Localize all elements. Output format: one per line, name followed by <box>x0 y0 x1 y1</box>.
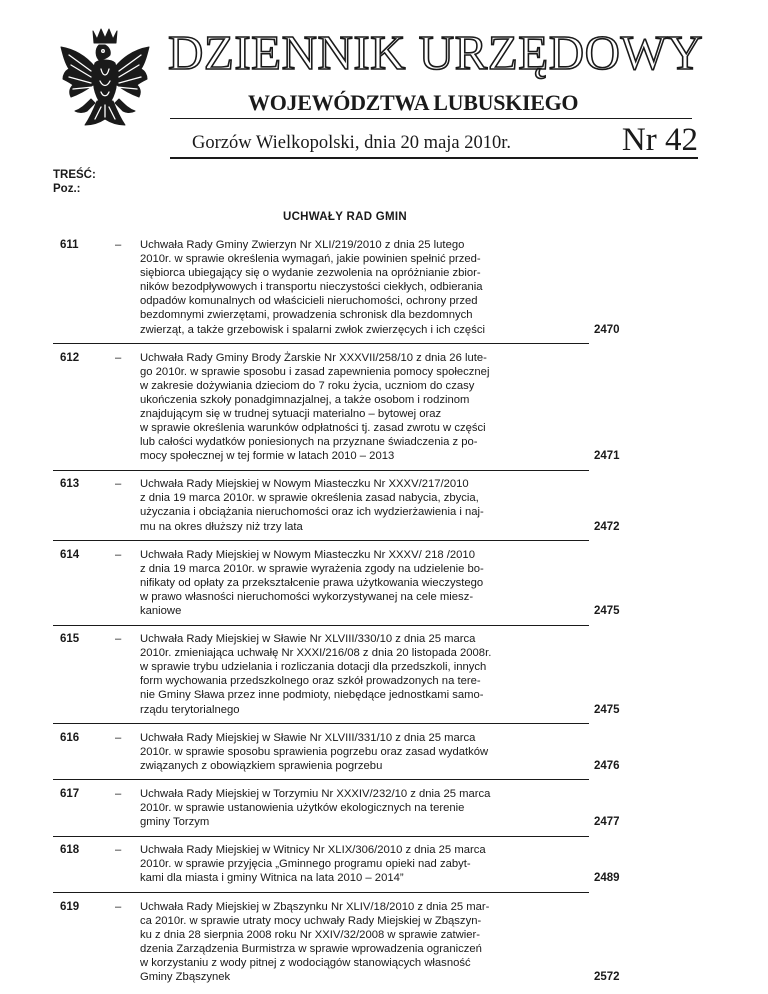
entry-line: w sprawie określenia warunków odpłatności tj. zasad zwrotu w części <box>140 422 486 435</box>
entry-separator <box>53 892 589 893</box>
entry-line: mocy społecznej w tej formie w latach 2010 – 2013 <box>140 450 395 463</box>
eagle-emblem-icon <box>55 25 155 143</box>
entry-line: Uchwała Rady Gminy Brody Żarskie Nr XXXVII/258/10 z dnia 26 lute- <box>140 351 487 364</box>
position-label: Poz.: <box>53 183 81 195</box>
entry-text <box>140 238 584 337</box>
entry-separator <box>53 779 589 780</box>
toc-entry <box>0 843 768 885</box>
entry-line: w prawo własności nieruchomości wykorzystywanej na cele miesz- <box>140 590 474 603</box>
entry-line: w sprawie trybu udzielania i rozliczania dotacji dla przedszkoli, innych <box>140 661 487 674</box>
entry-position: 617 <box>60 787 80 800</box>
entry-line: 2010r. zmieniająca uchwałę Nr XXXI/216/08 z dnia 20 listopada 2008r. <box>140 647 492 660</box>
entry-page-number: 2476 <box>594 759 620 772</box>
entry-line: ników bezodpływowych i transportu nieczystości ciekłych, odbierania <box>140 281 483 294</box>
entry-line: zwierząt, a także grzebowisk i spalarni zwłok zwierzęcych i ich części <box>140 323 485 336</box>
entry-line: lub całości wydatków poniesionych na przyznane świadczenia z po- <box>140 436 478 449</box>
entry-line: Uchwała Rady Miejskiej w Sławie Nr XLVIII/331/10 z dnia 25 marca <box>140 731 476 744</box>
entry-line: mu na okres dłuższy niż trzy lata <box>140 520 303 533</box>
entry-line: Uchwała Rady Miejskiej w Zbąszynku Nr XLIV/18/2010 z dnia 25 mar- <box>140 900 490 913</box>
toc-entry <box>0 548 768 618</box>
entry-text <box>140 900 584 985</box>
entry-text <box>140 351 584 464</box>
toc-entry <box>0 632 768 717</box>
toc-entry <box>0 238 768 337</box>
entry-line: Uchwała Rady Miejskiej w Sławie Nr XLVIII/330/10 z dnia 25 marca <box>140 633 476 646</box>
entry-page-number: 2477 <box>594 816 620 829</box>
entry-line: Uchwała Rady Miejskiej w Witnicy Nr XLIX/306/2010 z dnia 25 marca <box>140 844 486 857</box>
entry-position: 618 <box>60 844 80 857</box>
entry-dash: – <box>115 548 122 561</box>
entry-dash: – <box>115 633 122 646</box>
entry-line: 2010r. w sprawie ustanowienia użytków ekologicznych na terenie <box>140 801 465 814</box>
entry-separator <box>53 343 589 344</box>
entry-page-number: 2470 <box>594 323 620 336</box>
entry-line: związanych z obowiązkiem sprawienia pogrzebu <box>140 759 383 772</box>
section-title: UCHWAŁY RAD GMIN <box>282 211 408 223</box>
entry-separator <box>53 723 589 724</box>
entry-line: 2010r. w sprawie sposobu sprawienia pogrzebu oraz zasad wydatków <box>140 745 489 758</box>
entry-line: ukończenia szkoły ponadgimnazjalnej, a także osobom i rodzinom <box>140 393 470 406</box>
entry-line: ku z dnia 28 sierpnia 2008 roku Nr XXIV/32/2008 w sprawie zatwier- <box>140 928 481 941</box>
entry-separator <box>53 540 589 541</box>
entry-line: go 2010r. w sprawie sposobu i zasad zapewnienia pomocy społecznej <box>140 365 490 378</box>
entry-text <box>140 731 584 773</box>
entry-line: nifikaty od opłaty za przekształcenie prawa użytkowania wieczystego <box>140 576 484 589</box>
entry-line: Gminy Zbąszynek <box>140 970 231 983</box>
entry-position: 615 <box>60 633 80 646</box>
entry-position: 611 <box>60 239 79 251</box>
entry-text <box>140 632 584 717</box>
entry-line: nie Gminy Sława przez inne podmioty, niebędące jednostkami samo- <box>140 689 484 702</box>
entry-line: odpadów komunalnych od właścicieli nieruchomości, ochrony przed <box>140 295 478 308</box>
entry-dash: – <box>115 787 122 800</box>
issue-dateline: Gorzów Wielkopolski, dnia 20 maja 2010r. <box>192 133 512 153</box>
entry-line: bezdomnymi zwierzętami, prowadzenia schronisk dla bezdomnych <box>140 309 473 322</box>
entry-dash: – <box>115 844 122 857</box>
header-rule-bottom <box>170 157 698 159</box>
entry-line: ca 2010r. w sprawie utraty mocy uchwały Rady Miejskiej w Zbąszyn- <box>140 914 482 927</box>
entry-position: 614 <box>60 548 80 561</box>
entry-line: dzenia Zarządzenia Burmistrza w sprawie wprowadzenia ograniczeń <box>140 942 482 955</box>
entry-line: z dnia 19 marca 2010r. w sprawie określenia zasad nabycia, zbycia, <box>140 492 479 505</box>
gazette-title: DZIENNIK URZĘDOWY <box>168 25 704 80</box>
toc-entry <box>0 787 768 829</box>
entry-page-number: 2572 <box>594 970 620 983</box>
entry-page-number: 2475 <box>594 604 620 617</box>
toc-entry <box>0 731 768 773</box>
entry-text <box>140 477 584 533</box>
entry-line: z dnia 19 marca 2010r. w sprawie wyrażenia zgody na udzielenie bo- <box>140 562 484 575</box>
entry-text <box>140 843 584 885</box>
entry-dash: – <box>115 900 122 913</box>
header-rule-top <box>170 118 692 119</box>
toc-entry <box>0 351 768 464</box>
entry-position: 619 <box>60 900 80 913</box>
entry-text <box>140 787 584 829</box>
entry-line: Uchwała Rady Miejskiej w Nowym Miasteczku Nr XXXV/217/2010 <box>140 478 469 491</box>
entry-separator <box>53 836 589 837</box>
entry-separator <box>53 625 589 626</box>
entry-line: 2010r. w sprawie określenia wymagań, jakie powinien spełnić przed- <box>140 253 481 266</box>
entry-text <box>140 548 584 618</box>
entry-page-number: 2472 <box>594 520 620 533</box>
gazette-subtitle: WOJEWÓDZTWA LUBUSKIEGO <box>248 90 579 115</box>
entry-line: Uchwała Rady Miejskiej w Nowym Miasteczku Nr XXXV/ 218 /2010 <box>140 548 475 561</box>
entry-line: kami dla miasta i gminy Witnica na lata 2010 – 2014” <box>140 872 404 885</box>
entry-page-number: 2489 <box>594 872 620 885</box>
entry-line: Uchwała Rady Gminy Zwierzyn Nr XLI/219/2010 z dnia 25 lutego <box>140 239 465 251</box>
entry-position: 616 <box>60 731 80 744</box>
toc-entry <box>0 900 768 985</box>
entry-position: 613 <box>60 478 80 491</box>
entry-line: kaniowe <box>140 605 182 618</box>
entry-line: w korzystaniu z wody pitnej z wodociągów stanowiących własność <box>140 956 471 969</box>
toc-entry <box>0 477 768 533</box>
contents-heading: TREŚĆ: <box>53 169 96 181</box>
entry-line: siębiorca ubiegający się o wydanie zezwolenia na opróżnianie zbior- <box>140 267 481 280</box>
issue-number: Nr 42 <box>621 122 698 158</box>
entry-line: rządu terytorialnego <box>140 703 240 716</box>
entry-dash: – <box>115 731 122 744</box>
entry-page-number: 2471 <box>594 450 620 463</box>
entry-line: w zakresie dożywiania dzieciom do 7 roku życia, uczniom do czasy <box>140 379 475 392</box>
entry-line: znajdującym się w trudnej sytuacji materialno – bytowej oraz <box>140 407 442 420</box>
entry-line: Uchwała Rady Miejskiej w Torzymiu Nr XXXIV/232/10 z dnia 25 marca <box>140 787 491 800</box>
entry-position: 612 <box>60 351 80 364</box>
entry-dash: – <box>115 239 122 251</box>
entry-line: gminy Torzym <box>140 816 210 829</box>
entry-dash: – <box>115 351 122 364</box>
entry-line: form wychowania przedszkolnego oraz szkół prowadzonych na tere- <box>140 675 481 688</box>
entry-dash: – <box>115 478 122 491</box>
entry-separator <box>53 470 589 471</box>
entry-line: użyczania i obciążania nieruchomości oraz ich wydzierżawienia i naj- <box>140 506 484 519</box>
entry-line: 2010r. w sprawie przyjęcia „Gminnego programu opieki nad zabyt- <box>140 858 471 871</box>
entry-page-number: 2475 <box>594 703 620 716</box>
